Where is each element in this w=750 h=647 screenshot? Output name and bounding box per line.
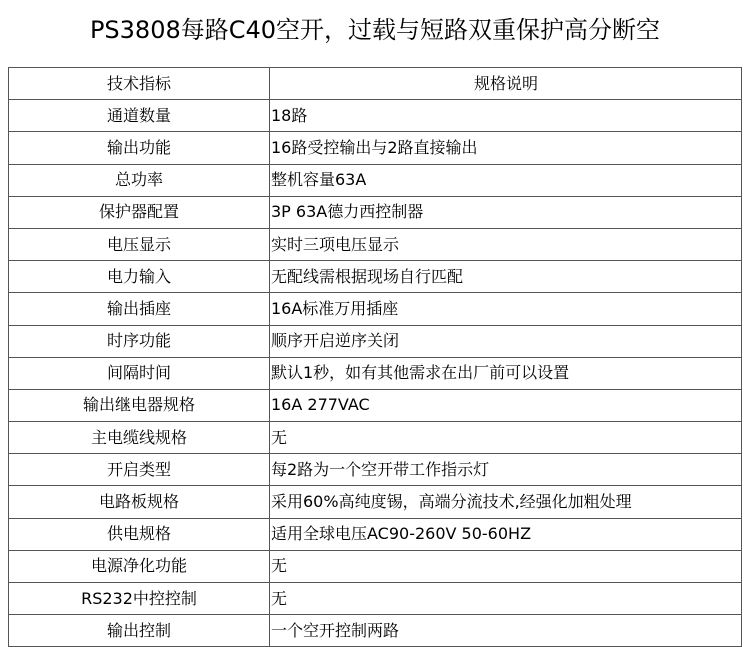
spec-value-cell: 顺序开启逆序关闭: [270, 325, 742, 357]
table-row: [9, 228, 742, 260]
spec-key-cell: 间隔时间: [9, 357, 270, 389]
table-row: [9, 422, 742, 454]
spec-key-cell: 总功率: [9, 164, 270, 196]
spec-key-cell: 时序功能: [9, 325, 270, 357]
spec-value-cell: 无: [270, 550, 742, 582]
table-row: [9, 293, 742, 325]
spec-value-cell: 采用60%高纯度锡，高端分流技术,经强化加粗处理: [270, 486, 742, 518]
spec-value-cell: 实时三项电压显示: [270, 228, 742, 260]
table-row: [9, 550, 742, 582]
table-row: [9, 615, 742, 647]
page-title: PS3808每路C40空开，过载与短路双重保护高分断空: [89, 16, 661, 44]
header-key-cell: 技术指标: [9, 68, 270, 100]
table-row: [9, 357, 742, 389]
table-header-row: [9, 68, 742, 100]
spec-value-cell: 一个空开控制两路: [270, 615, 742, 647]
spec-value-cell: 无配线需根据现场自行匹配: [270, 261, 742, 293]
table-row: [9, 583, 742, 615]
spec-table: [8, 67, 742, 647]
spec-value-cell: 适用全球电压AC90-260V 50-60HZ: [270, 518, 742, 550]
spec-value-cell: 无: [270, 583, 742, 615]
table-row: [9, 164, 742, 196]
spec-key-cell: 电路板规格: [9, 486, 270, 518]
spec-value-cell: 16路受控输出与2路直接输出: [270, 132, 742, 164]
spec-key-cell: 供电规格: [9, 518, 270, 550]
table-row: [9, 486, 742, 518]
spec-key-cell: 输出插座: [9, 293, 270, 325]
table-row: [9, 196, 742, 228]
spec-key-cell: 电源净化功能: [9, 550, 270, 582]
table-row: [9, 389, 742, 421]
spec-value-cell: 默认1秒，如有其他需求在出厂前可以设置: [270, 357, 742, 389]
table-row: [9, 325, 742, 357]
spec-value-cell: 16A 277VAC: [270, 389, 742, 421]
spec-key-cell: 电压显示: [9, 228, 270, 260]
spec-key-cell: 通道数量: [9, 100, 270, 132]
table-row: [9, 261, 742, 293]
spec-key-cell: 电力输入: [9, 261, 270, 293]
spec-key-cell: 主电缆线规格: [9, 422, 270, 454]
table-row: [9, 132, 742, 164]
spec-value-cell: 无: [270, 422, 742, 454]
spec-key-cell: 输出功能: [9, 132, 270, 164]
table-row: [9, 518, 742, 550]
spec-value-cell: 每2路为一个空开带工作指示灯: [270, 454, 742, 486]
spec-value-cell: 整机容量63A: [270, 164, 742, 196]
table-row: [9, 100, 742, 132]
header-value-cell: 规格说明: [270, 68, 742, 100]
spec-value-cell: 18路: [270, 100, 742, 132]
spec-key-cell: 输出继电器规格: [9, 389, 270, 421]
spec-key-cell: 保护器配置: [9, 196, 270, 228]
spec-key-cell: 输出控制: [9, 615, 270, 647]
spec-value-cell: 3P 63A德力西控制器: [270, 196, 742, 228]
spec-key-cell: RS232中控控制: [9, 583, 270, 615]
spec-value-cell: 16A标准万用插座: [270, 293, 742, 325]
table-row: [9, 454, 742, 486]
spec-key-cell: 开启类型: [9, 454, 270, 486]
